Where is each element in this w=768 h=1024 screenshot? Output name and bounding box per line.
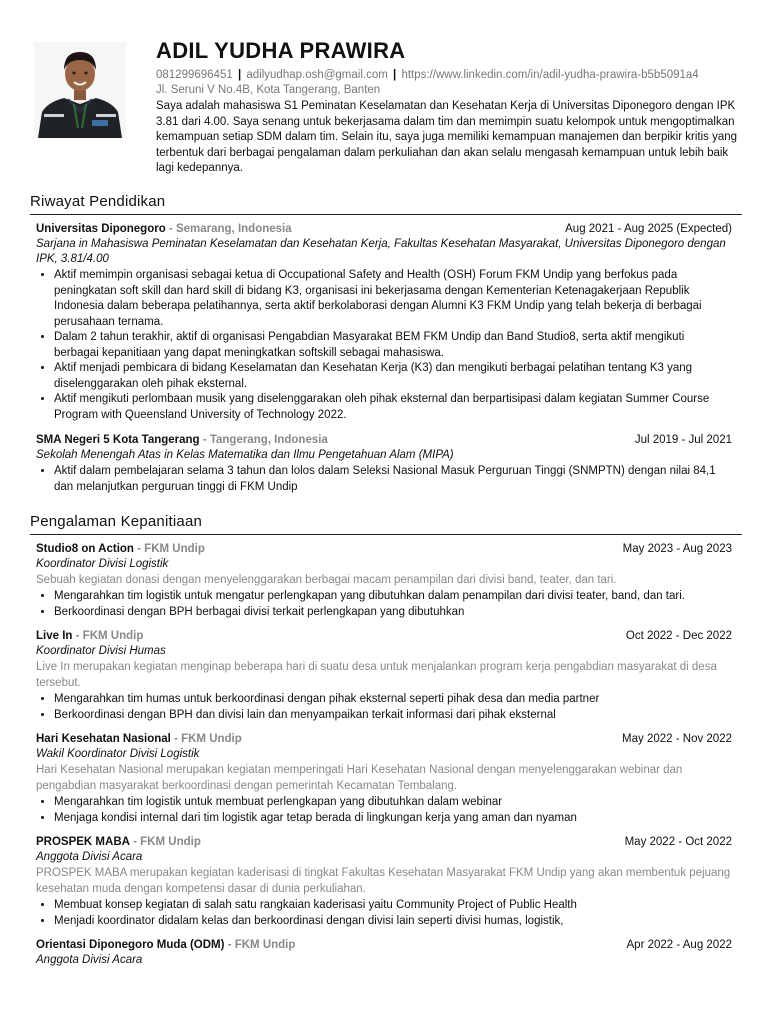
entry-date: Aug 2021 - Aug 2025 (Expected) [565, 223, 732, 235]
committee-entry [36, 629, 732, 723]
entry-org: Universitas Diponegoro [36, 223, 166, 235]
entry-description: PROSPEK MABA merupakan kegiatan kaderisasi di tingkat Fakultas Kesehatan Masyarakat FKM Undip yang akan membentuk pejuang kesehatan muda dengan kompetensi dasar di dunia perkuliahan. [36, 867, 731, 895]
entry-date: Oct 2022 - Dec 2022 [625, 630, 732, 642]
profile-photo [34, 42, 126, 138]
entry-location: - FKM Undip [227, 939, 296, 951]
entry-date: Jul 2019 - Jul 2021 [634, 434, 732, 446]
entry-org: Hari Kesehatan Nasional [36, 733, 171, 745]
contact-separator: | [393, 69, 397, 81]
entry-location: - FKM Undip [75, 630, 144, 642]
section-title-committee: Pengalaman Kepanitiaan [30, 513, 742, 535]
linkedin-link[interactable]: https://www.linkedin.com/in/adil-yudha-prawira-b5b5091a4 [401, 69, 699, 81]
education-entry [36, 433, 732, 495]
entry-location: - FKM Undip [137, 543, 205, 555]
entry-org: Live In [36, 630, 73, 642]
entry-degree: Sarjana in Mahasiswa Peminatan Keselamatan dan Kesehatan Kerja, Fakultas Kesehatan Masyarakat, Universitas Diponegoro dengan IPK, 3.81/4.00 [36, 238, 726, 265]
email-link[interactable]: adilyudhap.osh@gmail.com [246, 69, 388, 81]
entry-description: Live In merupakan kegiatan menginap beberapa hari di suatu desa untuk menjalankan program kerja pengabdian masyarakat di desa tersebut. [36, 661, 717, 689]
bullet-item: • Mengarahkan tim logistik untuk mengatur perlengkapan yang dibutuhkan dalam penampilan dari divisi teater, band, dan tari. [54, 589, 732, 605]
section-title-education: Riwayat Pendidikan [30, 193, 742, 215]
entry-location: - FKM Undip [174, 733, 242, 745]
committee-entry [36, 938, 732, 968]
entry-description: Hari Kesehatan Nasional merupakan kegiatan memperingati Hari Kesehatan Nasional dengan menyelenggarakan webinar dan pengabdian masyarakat berkoordinasi dengan pemerintah Kecamatan Tembalang. [36, 764, 683, 792]
entry-location: - Tangerang, Indonesia [202, 434, 328, 446]
entry-date: May 2022 - Nov 2022 [622, 733, 732, 745]
entry-location: - Semarang, Indonesia [168, 223, 292, 235]
entry-date: May 2023 - Aug 2023 [622, 543, 732, 555]
committee-entry [36, 542, 732, 620]
bullet-item: • Dalam 2 tahun terakhir, aktif di organisasi Pengabdian Masyarakat BEM FKM Undip dan Band Studio8, serta aktif mengikuti berbagai kepanitiaan yang dapat meningkatkan softskill sebagai mahasiswa. [54, 330, 732, 361]
entry-location: - FKM Undip [133, 836, 201, 848]
bullet-item: • Aktif mengikuti perlombaan musik yang diselenggarakan oleh pihak eksternal dan berpartisipasi dalam kegiatan Summer Course Program with Queensland University of Technology 2022. [54, 392, 732, 423]
bullet-item: • Menjadi koordinator didalam kelas dan berkoordinasi dengan divisi lain seperti divisi humas, logistik, [54, 914, 732, 930]
bullet-item: • Aktif dalam pembelajaran selama 3 tahun dan lolos dalam Seleksi Nasional Masuk Perguruan Tinggi (SNMPTN) dengan nilai 84,1 dan melanjutkan perguruan tinggi di FKM Undip [54, 464, 732, 495]
entry-bullets [36, 898, 732, 929]
contact-line [156, 68, 746, 83]
bullet-item: • Aktif menjadi pembicara di bidang Keselamatan dan Kesehatan Kerja (K3) dan mengikuti berbagai pelatihan tentang K3 yang diselenggarakan oleh pihak eksternal. [54, 361, 732, 392]
bullet-item: • Menjaga kondisi internal dari tim logistik agar tetap berada di lingkungan kerja yang aman dan nyaman [54, 811, 732, 827]
entry-role: Anggota Divisi Acara [36, 954, 143, 966]
entry-bullets [36, 692, 732, 723]
entry-bullets [36, 589, 732, 620]
contact-separator: | [237, 69, 242, 81]
entry-org: SMA Negeri 5 Kota Tangerang [36, 434, 200, 446]
entry-role: Koordinator Divisi Logistik [36, 558, 169, 570]
entry-role: Anggota Divisi Acara [36, 851, 143, 863]
entry-description: Sebuah kegiatan donasi dengan menyelenggarakan berbagai macam penampilan dari divisi band, teater, dan tari. [36, 574, 617, 586]
bullet-item: • Membuat konsep kegiatan di salah satu rangkaian kaderisasi yaitu Community Project of Public Health [54, 898, 732, 914]
bullet-item: • Mengarahkan tim humas untuk berkoordinasi dengan pihak eksternal seperti pihak desa dan media partner [54, 692, 732, 708]
committee-list [36, 542, 732, 977]
entry-bullets [36, 464, 732, 495]
phone-number: 081299696451 [156, 69, 233, 81]
address: Jl. Seruni V No.4B, Kota Tangerang, Banten [156, 84, 381, 96]
entry-role: Wakil Koordinator Divisi Logistik [36, 748, 200, 760]
entry-date: May 2022 - Oct 2022 [624, 836, 732, 848]
entry-org: PROSPEK MABA [36, 836, 130, 848]
entry-bullets [36, 795, 732, 826]
committee-entry [36, 732, 732, 826]
bullet-item: • Berkoordinasi dengan BPH berbagai divisi terkait perlengkapan yang dibutuhkan [54, 605, 732, 621]
education-list [36, 222, 732, 504]
resume-header [34, 38, 744, 178]
bullet-item: • Mengarahkan tim logistik untuk membuat perlengkapan yang dibutuhkan dalam webinar [54, 795, 732, 811]
committee-entry [36, 835, 732, 929]
entry-date: Apr 2022 - Aug 2022 [626, 939, 732, 951]
entry-org: Studio8 on Action [36, 543, 134, 555]
bullet-item: • Berkoordinasi dengan BPH dan divisi lain dan menyampaikan terkait informasi dari pihak eksternal [54, 708, 732, 724]
profile-summary: Saya adalah mahasiswa S1 Peminatan Keselamatan dan Kesehatan Kerja di Universitas Diponegoro dengan IPK 3.81 dari 4.00. Saya senang untuk bekerjasama dalam tim dan memimpin suatu kelompok untuk mengoptimalkan kemampuan setiap SDM dalam tim. Selain itu, saya juga memiliki kemampuan manajemen dan berpikir kritis yang terbentuk dari berbagai pengalaman dalam perkuliahan dan akan selalu mengasah kemampuan untuk lebih baik lagi kedepannya. [156, 100, 738, 174]
entry-bullets [36, 268, 732, 423]
entry-degree: Sekolah Menengah Atas in Kelas Matematika dan Ilmu Pengetahuan Alam (MIPA) [36, 449, 454, 461]
bullet-item: • Aktif memimpin organisasi sebagai ketua di Occupational Safety and Health (OSH) Forum FKM Undip yang berfokus pada peningkatan soft skill dan hard skill di bidang K3, organisasi ini bekerjasama dengan Kementerian Ketenagakerjaan Republik Indonesia dalam beberapa pelatihannya, serta aktif berkolaborasi dengan Alumni K3 FKM Undip yang telah bekerja di berbagai perusahaan ternama. [54, 268, 732, 330]
entry-role: Koordinator Divisi Humas [36, 645, 166, 657]
candidate-name: ADIL YUDHA PRAWIRA [156, 38, 406, 63]
entry-org: Orientasi Diponegoro Muda (ODM) [36, 939, 225, 951]
education-entry [36, 222, 732, 423]
